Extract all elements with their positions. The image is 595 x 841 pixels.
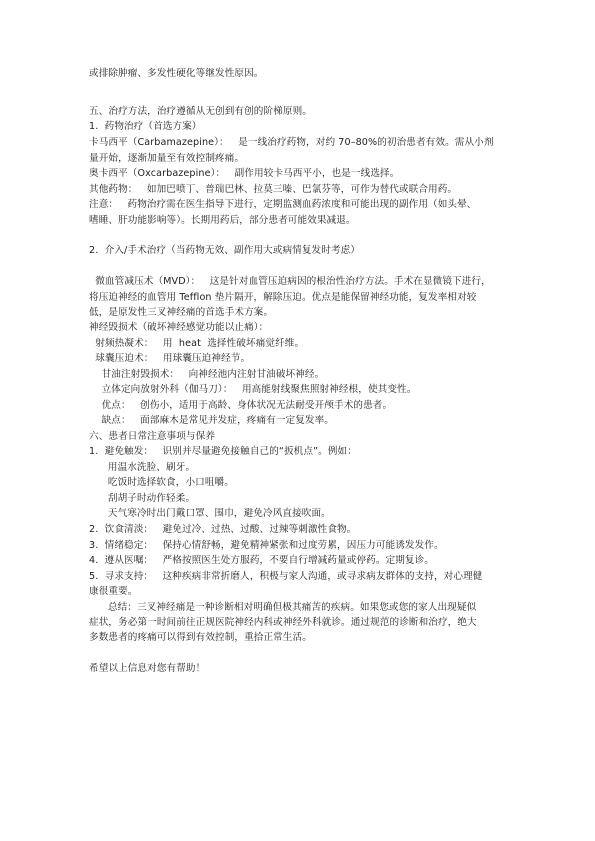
text-line: 甘油注射毁损术： 向神经池内注射甘油破坏神经。: [89, 369, 325, 380]
text-line: 康很重要。: [89, 586, 138, 597]
list-item: 1. 避免触发： 识别并尽量避免接触自己的“扳机点”。例如：: [89, 446, 357, 457]
list-item: 4. 遵从医嘱： 严格按照医生处方服药，不要自行增减药量或停药。定期复诊。: [89, 555, 434, 566]
text-line: 神经毁损术（破坏神经感觉功能以止痛）：: [89, 322, 269, 333]
list-item: 吃饭时选择软食，小口咀嚼。: [89, 477, 234, 488]
subsection-heading: 2. 介入/手术治疗（当药物无效、副作用大或病情复发时考虑）: [89, 245, 361, 256]
summary-line: 多数患者的疼痛可以得到有效控制，重拾正常生活。: [89, 632, 312, 643]
list-item: 天气寒冷时出门戴口罩、围巾，避免冷风直接吹面。: [89, 508, 331, 519]
subsection-heading: 1. 药物治疗（首选方案）: [89, 121, 202, 132]
text-line: 优点： 创伤小，适用于高龄、身体状况无法耐受开颅手术的患者。: [89, 400, 393, 411]
text-line: 将压迫神经的血管用 Tefflon 垫片隔开，解除压迫。优点是能保留神经功能，复发率相对较: [89, 292, 477, 303]
list-item: 3. 情绪稳定： 保持心情舒畅，避免精神紧张和过度劳累，因压力可能诱发发作。: [89, 540, 444, 551]
list-item: 用温水洗脸、刷牙。: [89, 462, 196, 473]
text-line: 球囊压迫术： 用球囊压迫神经节。: [89, 353, 251, 364]
text-line: 注意： 药物治疗需在医生指导下进行，定期监测血药浓度和可能出现的副作用（如头晕、: [89, 199, 477, 210]
text-line: 立体定向放射外科（伽马刀）： 用高能射线聚焦照射神经根，使其变性。: [89, 384, 417, 395]
text-line: 嗜睡、肝功能影响等）。长期用药后，部分患者可能效果减退。: [89, 215, 356, 226]
text-line: 射频热凝术： 用 heat 选择性破坏痛觉纤维。: [89, 338, 305, 349]
list-item: 刮胡子时动作轻柔。: [89, 493, 196, 504]
text-line: 低，是原发性三叉神经痛的首选手术方案。: [89, 307, 274, 318]
text-line: 卡马西平（Carbamazepine）： 是一线治疗药物，对约 70–80%的初治患者有效。需从小剂: [89, 137, 494, 148]
section-heading: 六、患者日常注意事项与保养: [89, 431, 216, 442]
summary-line: 总结：三叉神经痛是一种诊断相对明确但极其痛苦的疾病。如果您或您的家人出现疑似: [89, 602, 477, 613]
text-line: 量开始，逐渐加量至有效控制疼痛。: [89, 153, 245, 164]
summary-line: 症状，务必第一时间前往正规医院神经内科或神经外科就诊。通过规范的诊断和治疗，绝大: [89, 617, 477, 628]
text-line: 或排除肿瘤、多发性硬化等继发性原因。: [89, 68, 264, 79]
text-line: 微血管减压术（MVD）： 这是针对血管压迫病因的根治性治疗方法。手术在显微镜下进行，: [89, 276, 491, 287]
section-heading: 五、治疗方法，治疗遵循从无创到有创的阶梯原则。: [89, 106, 312, 117]
closing-line: 希望以上信息对您有帮助！: [89, 663, 206, 674]
text-line: 其他药物： 如加巴喷丁、普瑞巴林、拉莫三嗪、巴氯芬等，可作为替代或联合用药。: [89, 184, 458, 195]
text-line: 奥卡西平（Oxcarbazepine）： 副作用较卡马西平小，也是一线选择。: [89, 168, 400, 179]
text-line: 缺点： 面部麻木是常见并发症，疼痛有一定复发率。: [89, 415, 335, 426]
list-item: 5. 寻求支持： 这种疾病非常折磨人，积极与家人沟通，或寻求病友群体的支持，对心理健: [89, 571, 483, 582]
list-item: 2. 饮食清淡： 避免过冷、过热、过酸、过辣等刺激性食物。: [89, 524, 357, 535]
